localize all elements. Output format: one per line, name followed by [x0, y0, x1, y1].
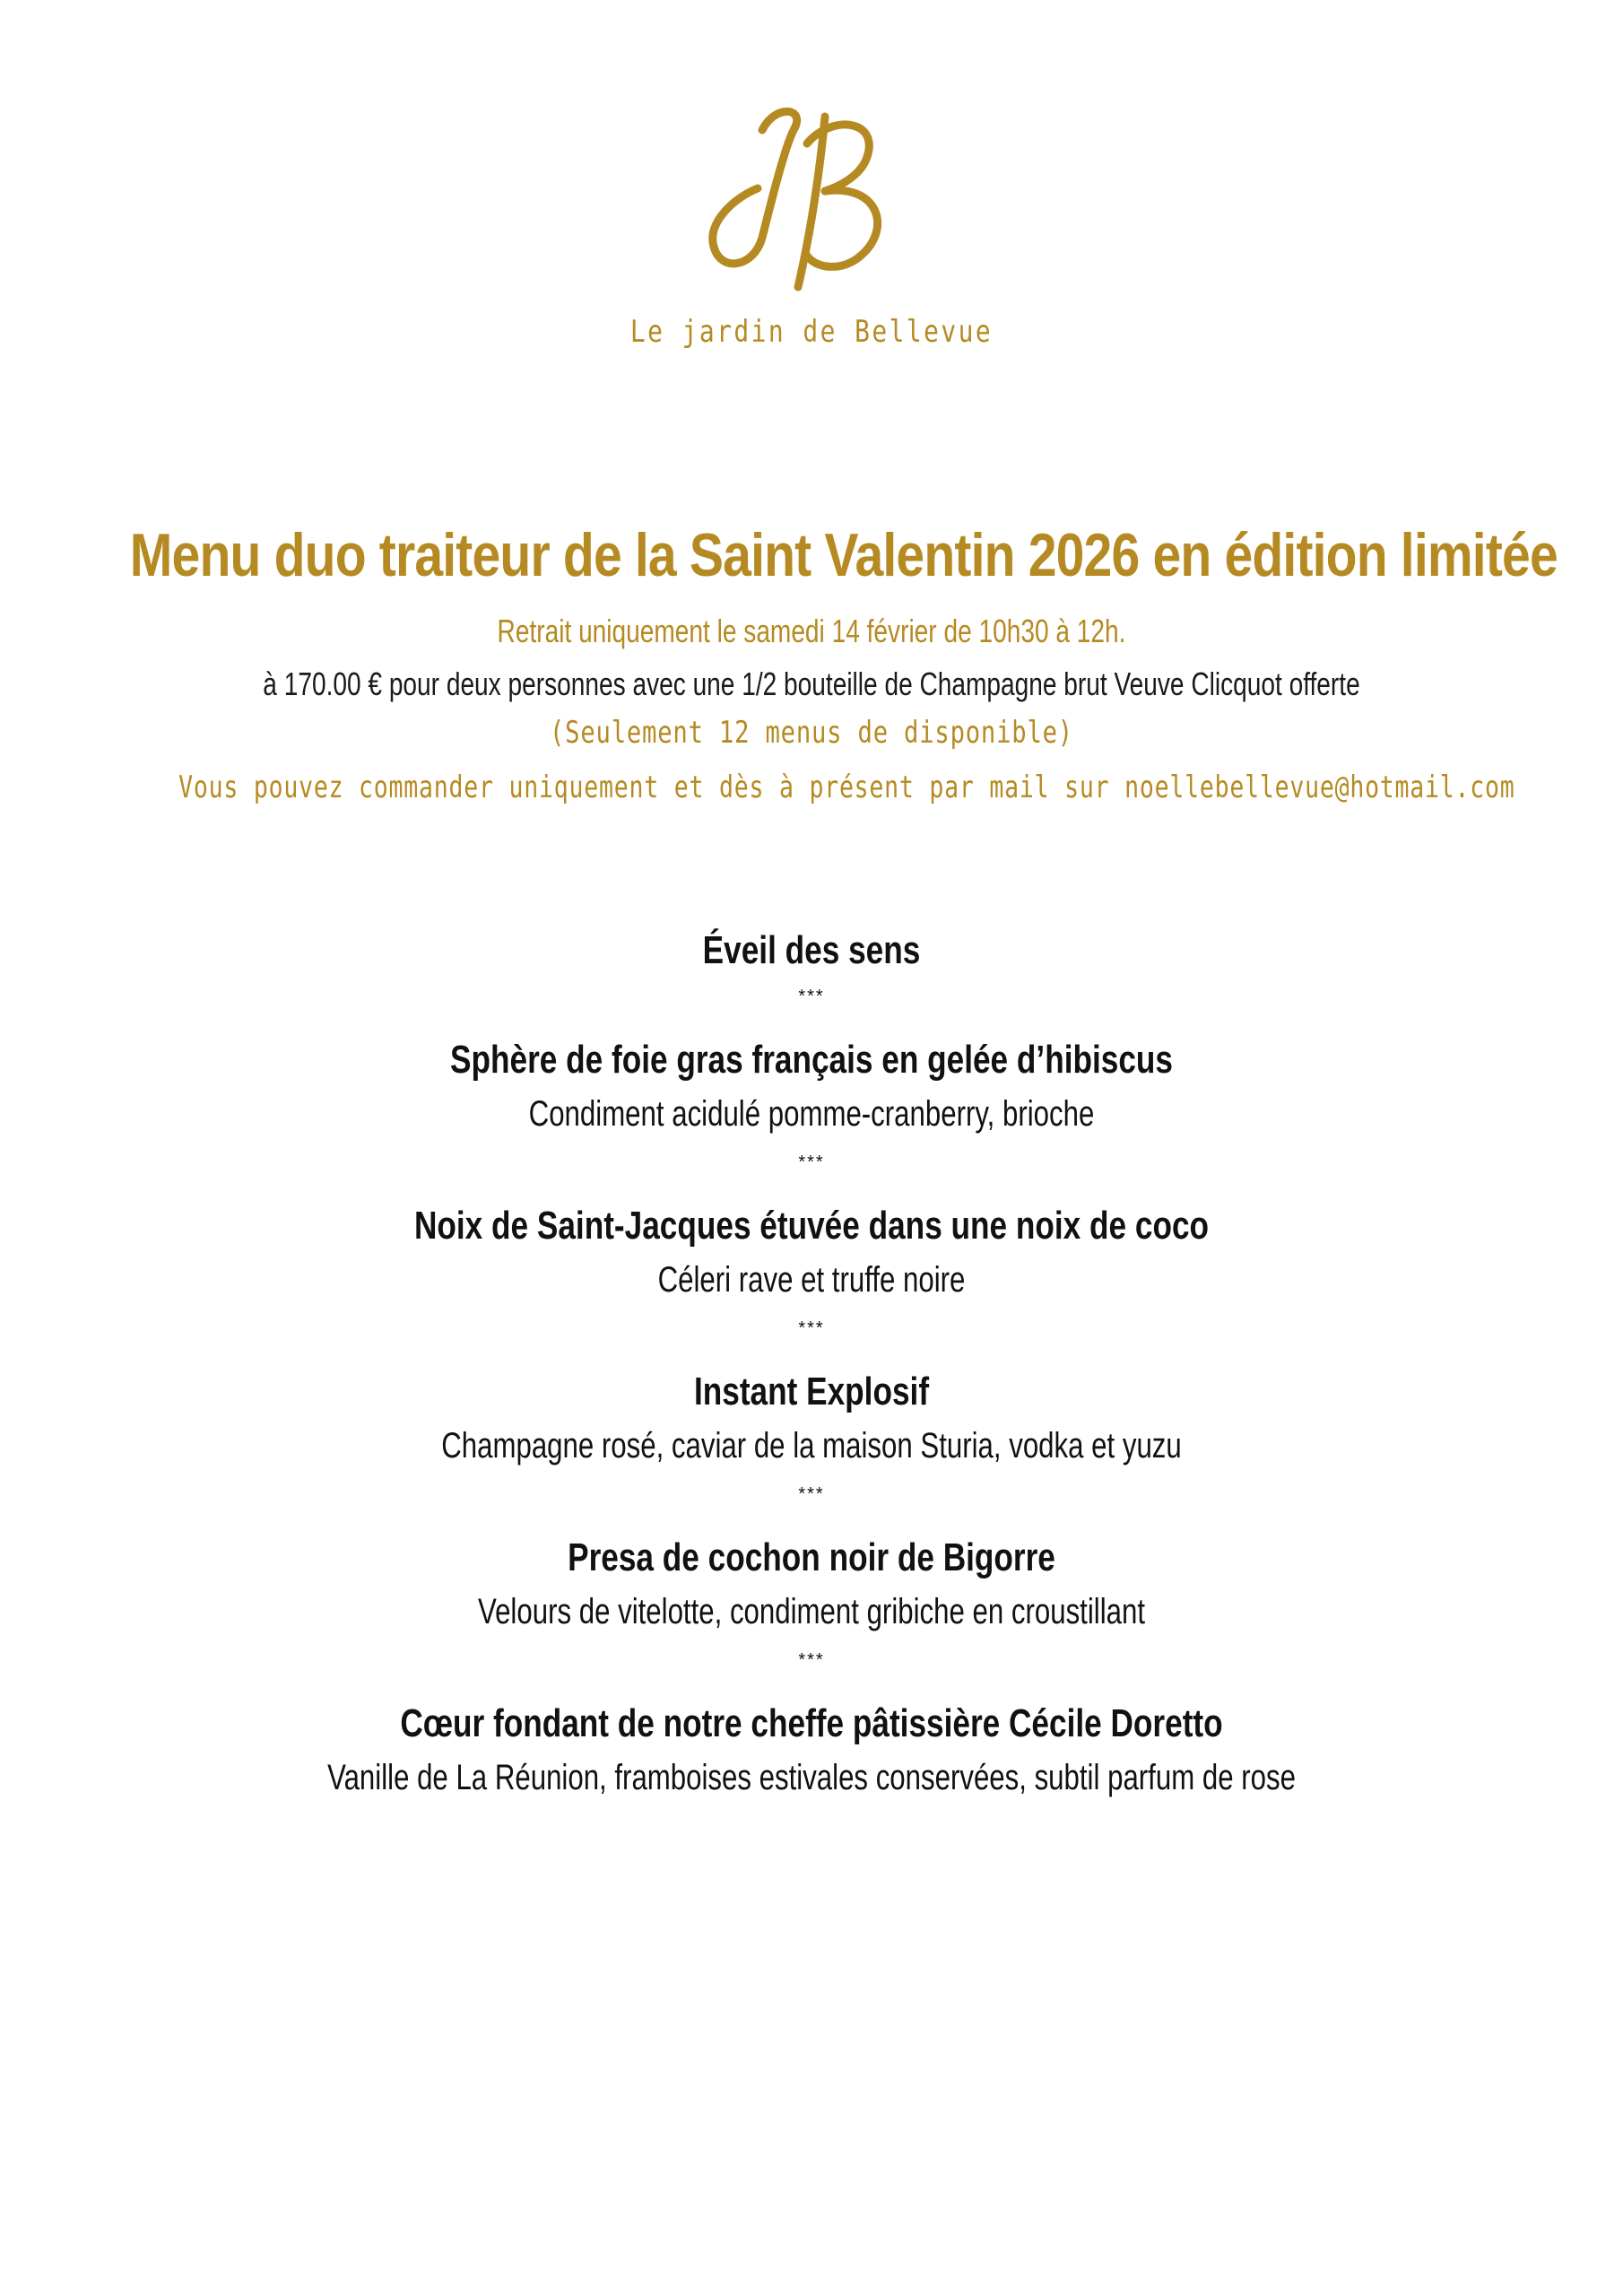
course-description: Champagne rosé, caviar de la maison Sturia, vodka et yuzu [441, 1426, 1182, 1465]
course-title: Noix de Saint-Jacques étuvée dans une noix de coco [413, 1204, 1210, 1248]
brand-name: Le jardin de Bellevue [629, 314, 994, 350]
jb-monogram-logo [699, 94, 924, 300]
course-description: Céleri rave et truffe noire [657, 1260, 966, 1300]
page-title: Menu duo traiteur de la Saint Valentin 2026 en édition limitée [129, 521, 1558, 589]
price-info: à 170.00 € pour deux personnes avec une 1/2 bouteille de Champagne brut Veuve Clicquot offerte [263, 665, 1360, 702]
course-separator: *** [798, 1318, 825, 1338]
availability-info: (Seulement 12 menus de disponible) [550, 715, 1073, 751]
course-separator: *** [798, 1484, 825, 1504]
course-separator: *** [798, 1152, 825, 1172]
course-separator: *** [798, 1650, 825, 1670]
course-title: Presa de cochon noir de Bigorre [568, 1535, 1055, 1579]
course-description: Condiment acidulé pomme-cranberry, brioche [528, 1094, 1095, 1134]
pickup-info: Retrait uniquement le samedi 14 février de 10h30 à 12h. [497, 613, 1126, 649]
order-info: Vous pouvez commander uniquement et dès à présent par mail sur noellebellevue@hotmail.com [178, 770, 1515, 805]
course-separator: *** [798, 987, 825, 1006]
course-description: Velours de vitelotte, condiment gribiche en croustillant [477, 1592, 1146, 1631]
course-title: Cœur fondant de notre cheffe pâtissière Cécile Doretto [400, 1701, 1223, 1745]
course-title: Instant Explosif [693, 1370, 930, 1413]
course-title: Éveil des sens [702, 928, 921, 972]
course-description: Vanille de La Réunion, framboises estivales conservées, subtil parfum de rose [327, 1758, 1296, 1797]
course-title: Sphère de foie gras français en gelée d’hibiscus [450, 1038, 1173, 1082]
